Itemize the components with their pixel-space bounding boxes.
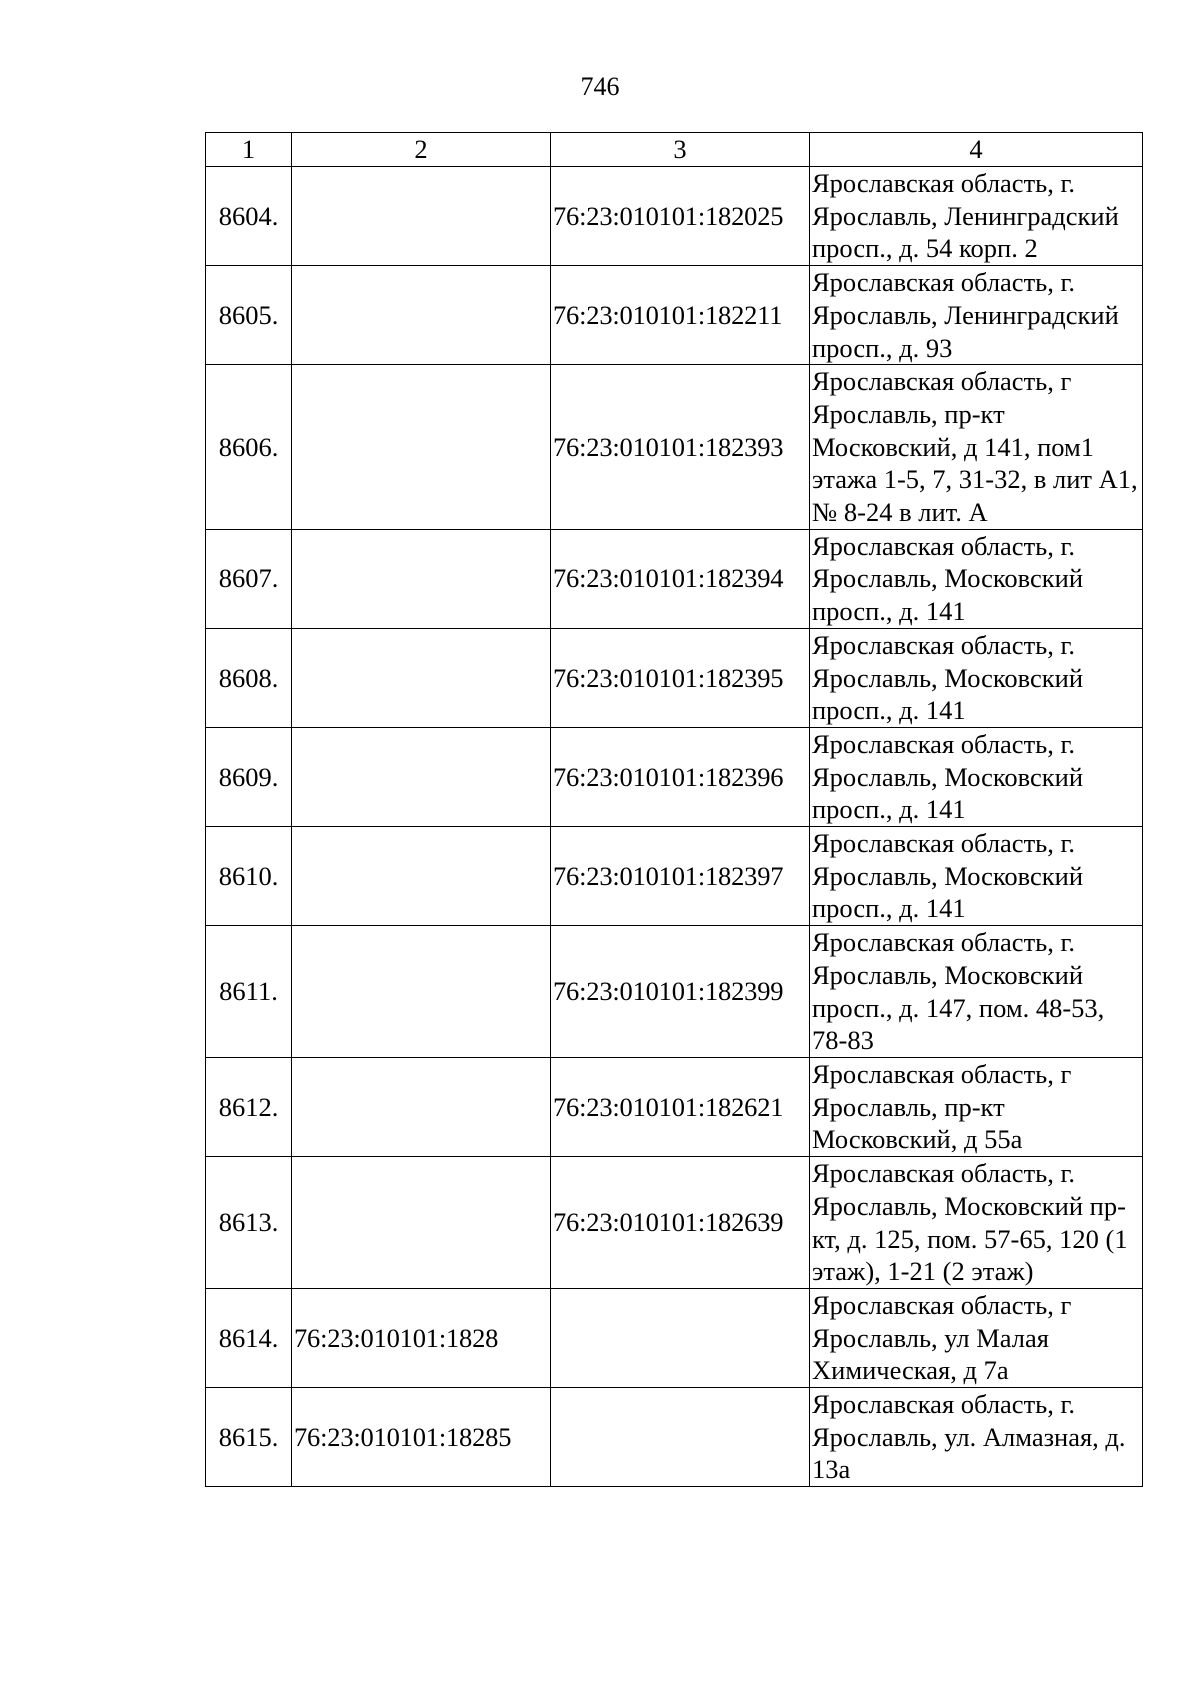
column-header: 1 <box>206 133 292 167</box>
column-header: 2 <box>292 133 551 167</box>
row-number: 8615. <box>206 1388 292 1487</box>
table-row <box>206 266 1143 365</box>
cadastral-number: 76:23:010101:1828 <box>292 1288 551 1387</box>
cadastral-number <box>292 529 551 628</box>
registry-table <box>205 132 1143 1487</box>
cadastral-number: 76:23:010101:182395 <box>551 628 810 727</box>
address-cell: Ярославская область, г Ярославль, ул Малая Химическая, д 7а <box>810 1288 1143 1387</box>
cadastral-number <box>292 628 551 727</box>
row-number: 8609. <box>206 727 292 826</box>
cadastral-number <box>292 167 551 266</box>
address-cell: Ярославская область, г. Ярославль, Московский просп., д. 147, пом. 48-53, 78-83 <box>810 926 1143 1058</box>
address-cell: Ярославская область, г Ярославль, пр-кт Московский, д 141, пом1 этажа 1-5, 7, 31-32, в лит А1, № 8-24 в лит. А <box>810 365 1143 530</box>
row-number: 8612. <box>206 1057 292 1156</box>
cadastral-number <box>292 1057 551 1156</box>
table-row <box>206 926 1143 1058</box>
table-row <box>206 529 1143 628</box>
table-row <box>206 1157 1143 1289</box>
cadastral-number <box>292 727 551 826</box>
column-header: 3 <box>551 133 810 167</box>
row-number: 8613. <box>206 1157 292 1289</box>
cadastral-number: 76:23:010101:182621 <box>551 1057 810 1156</box>
cadastral-number: 76:23:010101:182211 <box>551 266 810 365</box>
table-row <box>206 167 1143 266</box>
cadastral-number <box>551 1388 810 1487</box>
cadastral-number <box>292 926 551 1058</box>
column-header: 4 <box>810 133 1143 167</box>
address-cell: Ярославская область, г. Ярославль, Ленинградский просп., д. 93 <box>810 266 1143 365</box>
table-row <box>206 1057 1143 1156</box>
address-cell: Ярославская область, г. Ярославль, Московский просп., д. 141 <box>810 827 1143 926</box>
cadastral-number: 76:23:010101:18285 <box>292 1388 551 1487</box>
address-cell: Ярославская область, г. Ярославль, ул. Алмазная, д. 13а <box>810 1388 1143 1487</box>
address-cell: Ярославская область, г. Ярославль, Московский просп., д. 141 <box>810 628 1143 727</box>
cadastral-number <box>292 827 551 926</box>
cadastral-number: 76:23:010101:182397 <box>551 827 810 926</box>
table-row <box>206 727 1143 826</box>
row-number: 8607. <box>206 529 292 628</box>
row-number: 8606. <box>206 365 292 530</box>
cadastral-number: 76:23:010101:182393 <box>551 365 810 530</box>
cadastral-number <box>551 1288 810 1387</box>
cadastral-number <box>292 266 551 365</box>
address-cell: Ярославская область, г. Ярославль, Московский просп., д. 141 <box>810 727 1143 826</box>
cadastral-number: 76:23:010101:182639 <box>551 1157 810 1289</box>
cadastral-number: 76:23:010101:182396 <box>551 727 810 826</box>
page-number: 746 <box>580 72 620 101</box>
row-number: 8605. <box>206 266 292 365</box>
table-row <box>206 365 1143 530</box>
cadastral-number <box>292 1157 551 1289</box>
cadastral-number: 76:23:010101:182399 <box>551 926 810 1058</box>
table-row <box>206 628 1143 727</box>
row-number: 8614. <box>206 1288 292 1387</box>
table-row <box>206 827 1143 926</box>
table-row <box>206 1388 1143 1487</box>
address-cell: Ярославская область, г Ярославль, пр-кт Московский, д 55а <box>810 1057 1143 1156</box>
row-number: 8608. <box>206 628 292 727</box>
header-row <box>206 133 1143 167</box>
row-number: 8610. <box>206 827 292 926</box>
cadastral-number: 76:23:010101:182025 <box>551 167 810 266</box>
cadastral-number: 76:23:010101:182394 <box>551 529 810 628</box>
cadastral-number <box>292 365 551 530</box>
row-number: 8611. <box>206 926 292 1058</box>
address-cell: Ярославская область, г. Ярославль, Московский просп., д. 141 <box>810 529 1143 628</box>
row-number: 8604. <box>206 167 292 266</box>
address-cell: Ярославская область, г. Ярославль, Ленинградский просп., д. 54 корп. 2 <box>810 167 1143 266</box>
table-row <box>206 1288 1143 1387</box>
address-cell: Ярославская область, г. Ярославль, Московский пр-кт, д. 125, пом. 57-65, 120 (1 этаж), 1-21 (2 этаж) <box>810 1157 1143 1289</box>
